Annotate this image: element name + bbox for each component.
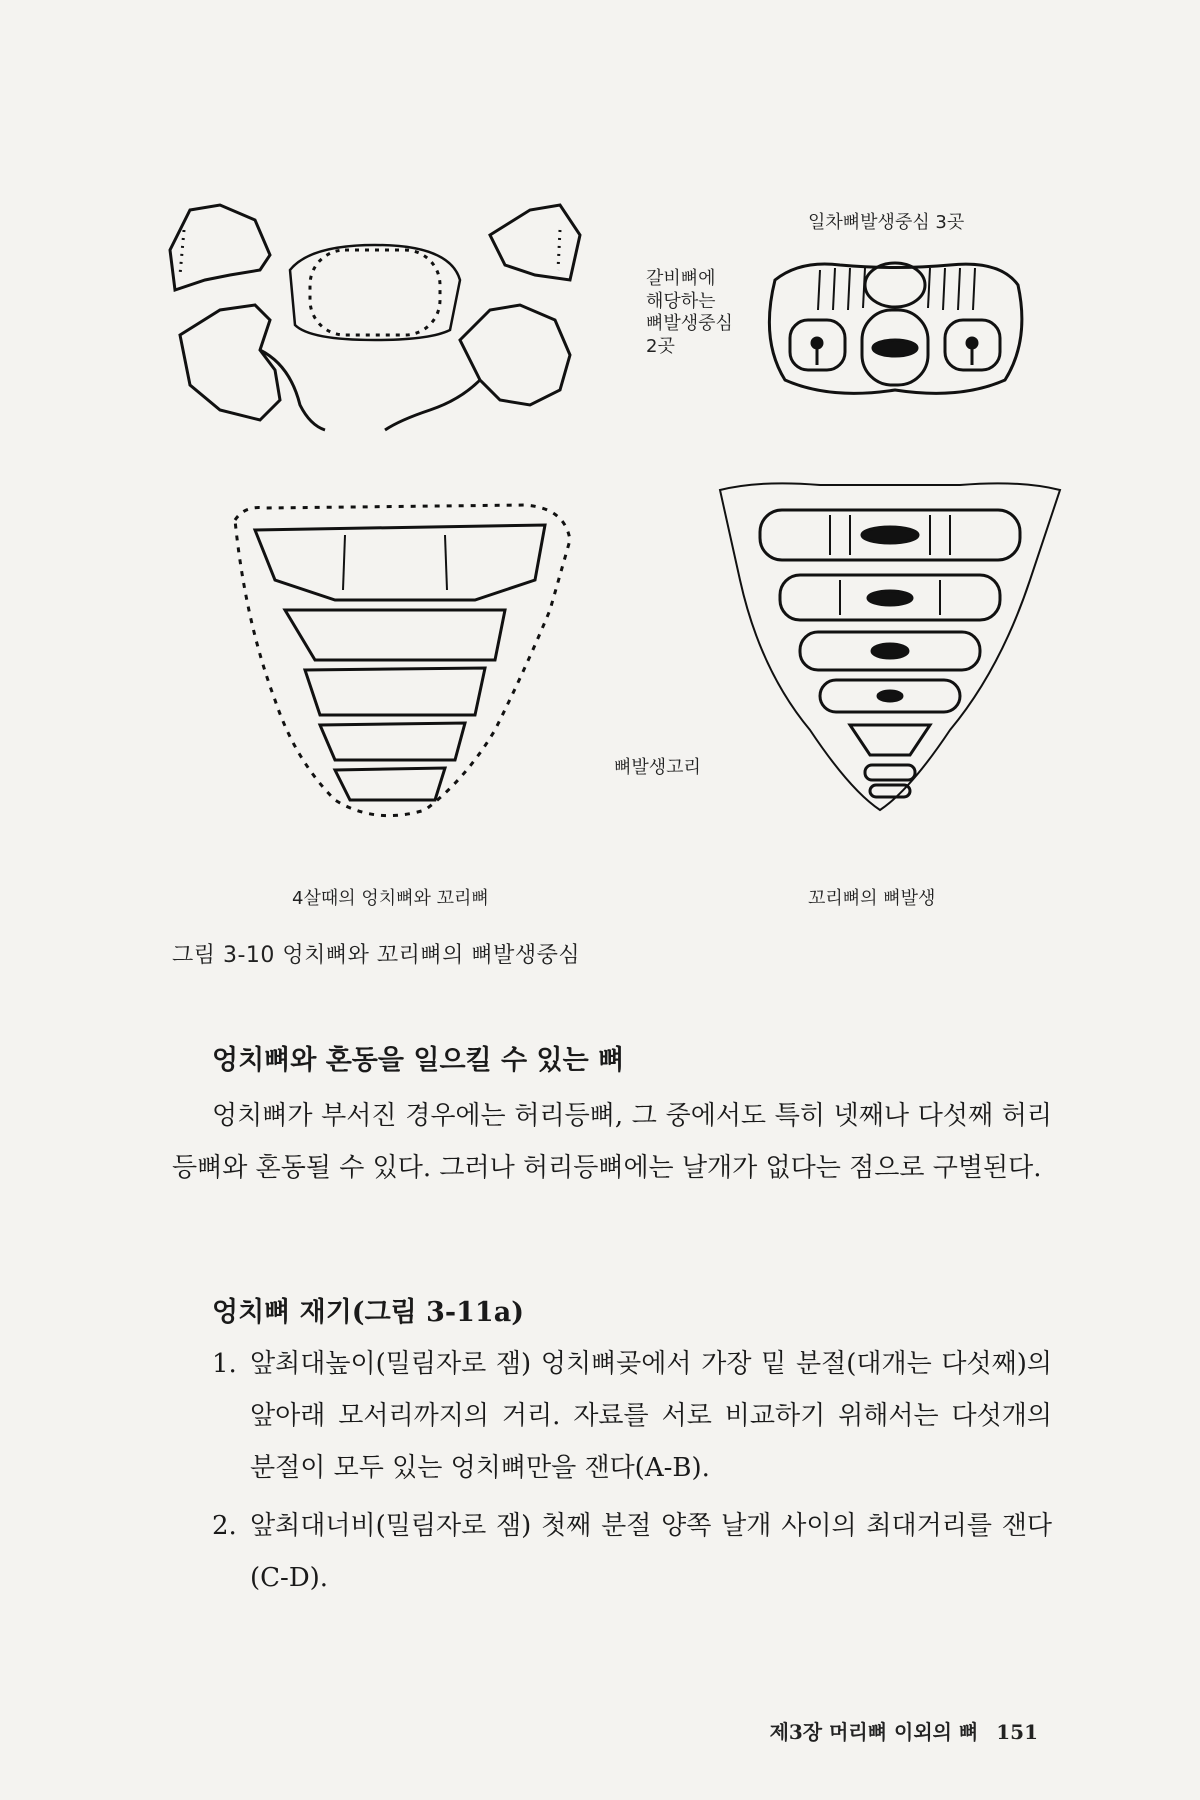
section-heading-measurement: 엉치뼈 재기(그림 3-11a)	[212, 1297, 524, 1328]
page-number: 151	[996, 1720, 1038, 1744]
list-item-text: 앞최대높이(밀림자로 잼) 엉치뼈곶에서 가장 밑 분절(대개는 다섯째)의 앞아래 모서리까지의 거리. 자료를 서로 비교하기 위해서는 다섯개의 분절이 모두 있는 엉치뼈만을 잰다(A-B).	[250, 1349, 1052, 1483]
list-item	[212, 1500, 1052, 1610]
label-coccyx-ossification: 꼬리뼈의 뼈발생	[808, 888, 936, 909]
label-sacrum-age-4: 4살때의 엉치뼈와 꼬리뼈	[292, 888, 489, 909]
list-item-number: 2.	[212, 1511, 237, 1541]
list-item	[212, 1338, 1052, 1498]
section-heading-confusion: 엉치뼈와 혼동을 일으킬 수 있는 뼈	[212, 1045, 625, 1076]
primary-ossification-centers-illustration	[760, 240, 1030, 410]
label-rib-centers: 갈비뼈에 해당하는 뼈발생중심 2곳	[646, 268, 733, 357]
label-epiphyseal-ring: 뼈발생고리	[614, 757, 701, 778]
chapter-title: 제3장 머리뼈 이외의 뼈	[769, 1720, 979, 1744]
page-footer	[770, 1716, 1038, 1745]
list-item-text: 앞최대너비(밀림자로 잼) 첫째 분절 양쪽 날개 사이의 최대거리를 잰다(C-D).	[250, 1511, 1052, 1593]
list-item-number: 1.	[212, 1349, 237, 1379]
label-primary-centers: 일차뼈발생중심 3곳	[808, 212, 965, 233]
sacrum-age-4-illustration	[225, 480, 585, 830]
coccyx-ossification-illustration	[700, 470, 1080, 830]
sacral-vertebra-parts-illustration	[160, 190, 640, 450]
figure-caption: 그림 3-10 엉치뼈와 꼬리뼈의 뼈발생중심	[172, 943, 581, 968]
section-body-confusion: 엉치뼈가 부서진 경우에는 허리등뼈, 그 중에서도 특히 넷째나 다섯째 허리등뼈와 혼동될 수 있다. 그러나 허리등뼈에는 날개가 없다는 점으로 구별된다.	[172, 1101, 1052, 1183]
